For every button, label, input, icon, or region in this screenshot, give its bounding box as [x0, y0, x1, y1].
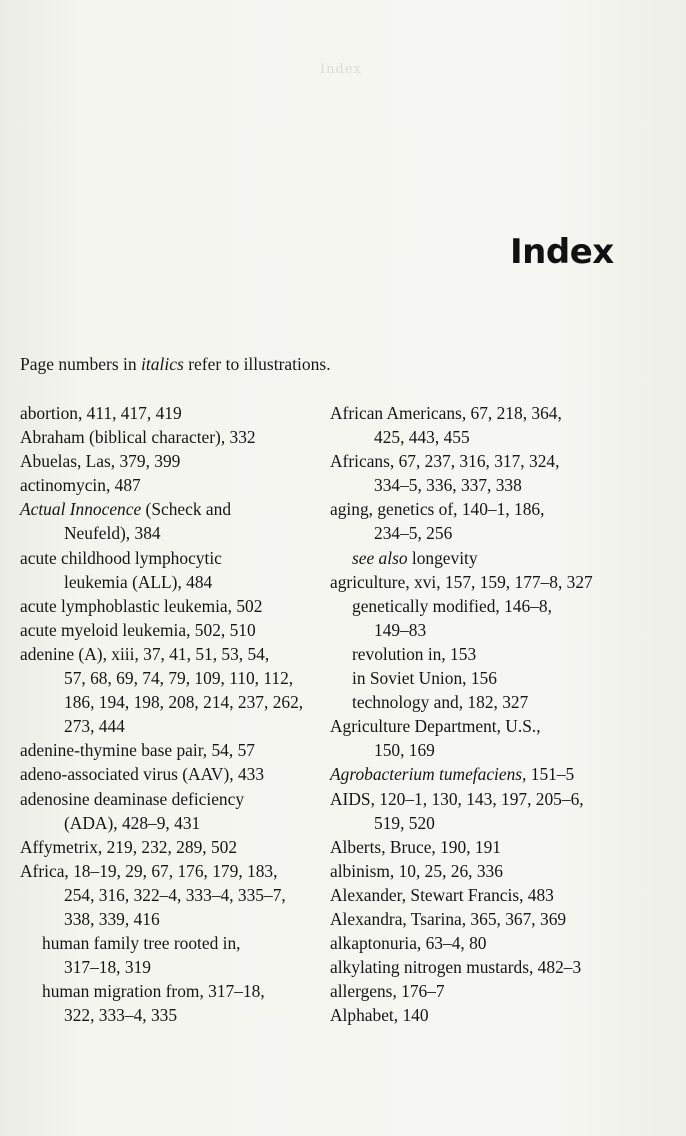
index-entry-line — [20, 618, 320, 642]
index-entry — [330, 762, 670, 786]
entry-text: 519, 520 — [374, 812, 435, 833]
index-entry-line — [330, 690, 670, 714]
index-entry-line — [20, 835, 320, 859]
index-entry-line — [20, 449, 320, 473]
entry-text: abortion, 411, 417, 419 — [20, 403, 182, 423]
show-through-running-head: Index — [320, 62, 362, 77]
index-entry-line — [330, 521, 670, 545]
index-entry-line — [20, 762, 320, 786]
index-entry — [330, 714, 670, 762]
entry-text: 57, 68, 69, 74, 79, 109, 110, 112, — [64, 668, 294, 689]
index-entry — [20, 546, 320, 594]
index-entry — [330, 955, 670, 979]
entry-text: (Scheck and — [141, 499, 232, 520]
entry-text: Alphabet, 140 — [330, 1005, 429, 1026]
index-entry — [20, 497, 320, 545]
italic-text: Agrobacterium tumefaciens, — [330, 764, 527, 785]
entry-text: human migration from, 317–18, — [42, 981, 265, 1002]
italic-text: Actual Innocence — [20, 499, 142, 520]
entry-text: alkylating nitrogen mustards, 482–3 — [330, 957, 582, 978]
index-entry-line — [20, 738, 320, 762]
index-entry-line — [330, 401, 670, 425]
entry-text: Neufeld), 384 — [64, 523, 161, 544]
page-title: Index — [510, 232, 614, 272]
index-entry-line — [330, 738, 670, 762]
index-entry-line — [330, 714, 670, 738]
entry-text: adenine (A), xiii, 37, 41, 51, 53, 54, — [20, 643, 270, 664]
index-entry-line — [20, 497, 320, 521]
index-entry — [20, 594, 320, 618]
entry-text: alkaptonuria, 63–4, 80 — [330, 933, 487, 954]
entry-text: acute myeloid leukemia, 502, 510 — [20, 619, 256, 640]
entry-text: Africans, 67, 237, 316, 317, 324, — [330, 451, 560, 472]
entry-text: leukemia (ALL), 484 — [64, 571, 213, 592]
index-entry-line — [20, 883, 320, 907]
index-entry-line — [20, 546, 320, 570]
index-entry — [20, 859, 320, 931]
entry-text: technology and, 182, 327 — [352, 692, 529, 713]
index-entry-line — [330, 811, 670, 835]
index-entry — [330, 835, 670, 859]
index-entry — [330, 594, 670, 642]
index-entry-line — [330, 570, 670, 594]
index-entry-line — [330, 642, 670, 666]
entry-text: 151–5 — [526, 764, 575, 785]
index-entry — [20, 401, 320, 425]
index-entry-line — [20, 642, 320, 666]
index-entry — [20, 762, 320, 786]
entry-text: AIDS, 120–1, 130, 143, 197, 205–6, — [330, 788, 584, 809]
index-entry — [330, 907, 670, 931]
index-entry-line — [20, 521, 320, 545]
entry-text: Alexandra, Tsarina, 365, 367, 369 — [330, 908, 567, 929]
index-entry — [330, 1003, 670, 1027]
index-entry-line — [20, 401, 320, 425]
entry-text: in Soviet Union, 156 — [352, 668, 497, 689]
entry-text: 149–83 — [374, 619, 427, 640]
entry-text: acute childhood lymphocytic — [20, 547, 222, 568]
entry-text: 338, 339, 416 — [64, 908, 160, 929]
entry-text: adenine-thymine base pair, 54, 57 — [20, 740, 255, 761]
entry-text: revolution in, 153 — [352, 643, 477, 664]
index-entry — [330, 449, 670, 497]
index-entry-line — [330, 449, 670, 473]
entry-text: 317–18, 319 — [64, 957, 151, 978]
index-entry — [20, 425, 320, 449]
index-entry-line — [20, 473, 320, 497]
index-entry — [20, 835, 320, 859]
index-entry — [330, 497, 670, 545]
index-entry-line — [330, 546, 670, 570]
index-entry — [330, 883, 670, 907]
italics-note — [20, 354, 331, 375]
index-entry — [330, 690, 670, 714]
entry-text: aging, genetics of, 140–1, 186, — [330, 499, 545, 520]
index-entry-line — [20, 425, 320, 449]
entry-text: longevity — [407, 547, 478, 568]
note-after: refer to illustrations. — [183, 354, 331, 374]
index-entry-line — [20, 859, 320, 883]
entry-text: 234–5, 256 — [374, 523, 453, 544]
index-entry-line — [20, 1003, 320, 1027]
index-entry — [330, 787, 670, 835]
index-entry-line — [20, 594, 320, 618]
index-entry-line — [330, 473, 670, 497]
entry-text: human family tree rooted in, — [42, 933, 241, 954]
index-entry — [20, 473, 320, 497]
entry-text: acute lymphoblastic leukemia, 502 — [20, 595, 263, 616]
index-entry — [330, 931, 670, 955]
index-entry-line — [330, 907, 670, 931]
index-entry-line — [330, 497, 670, 521]
note-italic: italics — [141, 354, 184, 374]
index-entry — [330, 859, 670, 883]
entry-text: 186, 194, 198, 208, 214, 237, 262, — [64, 692, 304, 713]
index-entry-line — [20, 955, 320, 979]
index-entry — [330, 979, 670, 1003]
index-entry-line — [330, 425, 670, 449]
index-entry — [20, 449, 320, 473]
entry-text: adeno-associated virus (AAV), 433 — [20, 764, 265, 785]
index-entry-line — [330, 955, 670, 979]
entry-text: actinomycin, 487 — [20, 475, 141, 496]
entry-text: Abuelas, Las, 379, 399 — [20, 451, 181, 472]
index-entry-line — [20, 931, 320, 955]
entry-text: Affymetrix, 219, 232, 289, 502 — [20, 836, 238, 857]
entry-text: 322, 333–4, 335 — [64, 1005, 178, 1026]
index-entry-line — [330, 594, 670, 618]
index-entry — [330, 642, 670, 666]
note-before: Page numbers in — [20, 354, 142, 374]
index-entry-line — [20, 811, 320, 835]
entry-text: 334–5, 336, 337, 338 — [374, 475, 522, 496]
italic-text: see also — [352, 547, 408, 568]
entry-text: Africa, 18–19, 29, 67, 176, 179, 183, — [20, 860, 278, 881]
entry-text: Alberts, Bruce, 190, 191 — [330, 836, 501, 857]
index-column-right — [330, 401, 670, 1027]
index-entry-line — [330, 666, 670, 690]
index-entry-line — [330, 931, 670, 955]
entry-text: Alexander, Stewart Francis, 483 — [330, 884, 554, 905]
index-entry — [20, 979, 320, 1027]
index-entry — [20, 787, 320, 835]
index-entry — [20, 618, 320, 642]
index-entry-line — [20, 666, 320, 690]
entry-text: Abraham (biblical character), 332 — [20, 427, 256, 448]
index-entry-line — [20, 907, 320, 931]
index-entry-line — [20, 979, 320, 1003]
entry-text: albinism, 10, 25, 26, 336 — [330, 860, 503, 881]
index-entry — [20, 931, 320, 979]
index-entry-line — [20, 787, 320, 811]
index-entry-line — [330, 618, 670, 642]
entry-text: 254, 316, 322–4, 333–4, 335–7, — [64, 884, 286, 905]
entry-text: Agriculture Department, U.S., — [330, 716, 541, 737]
index-entry-line — [20, 570, 320, 594]
index-entry-line — [330, 1003, 670, 1027]
index-entry-line — [330, 979, 670, 1003]
index-entry — [20, 738, 320, 762]
index-column-left — [20, 401, 320, 1027]
index-entry-line — [330, 859, 670, 883]
index-entry — [330, 666, 670, 690]
entry-text: allergens, 176–7 — [330, 981, 445, 1002]
entry-text: genetically modified, 146–8, — [352, 595, 552, 616]
index-entry — [330, 570, 670, 594]
index-entry-line — [330, 883, 670, 907]
entry-text: African Americans, 67, 218, 364, — [330, 403, 562, 423]
index-entry-line — [330, 835, 670, 859]
entry-text: 425, 443, 455 — [374, 427, 470, 448]
entry-text: adenosine deaminase deficiency — [20, 788, 245, 809]
index-entry-line — [330, 762, 670, 786]
entry-text: 150, 169 — [374, 740, 435, 761]
entry-text: 273, 444 — [64, 716, 125, 737]
entry-text: agriculture, xvi, 157, 159, 177–8, 327 — [330, 571, 593, 592]
index-entry-line — [20, 690, 320, 714]
index-entry-line — [330, 787, 670, 811]
index-entry — [330, 401, 670, 449]
entry-text: (ADA), 428–9, 431 — [64, 812, 201, 833]
index-entry — [330, 546, 670, 570]
index-entry — [20, 642, 320, 738]
index-entry-line — [20, 714, 320, 738]
